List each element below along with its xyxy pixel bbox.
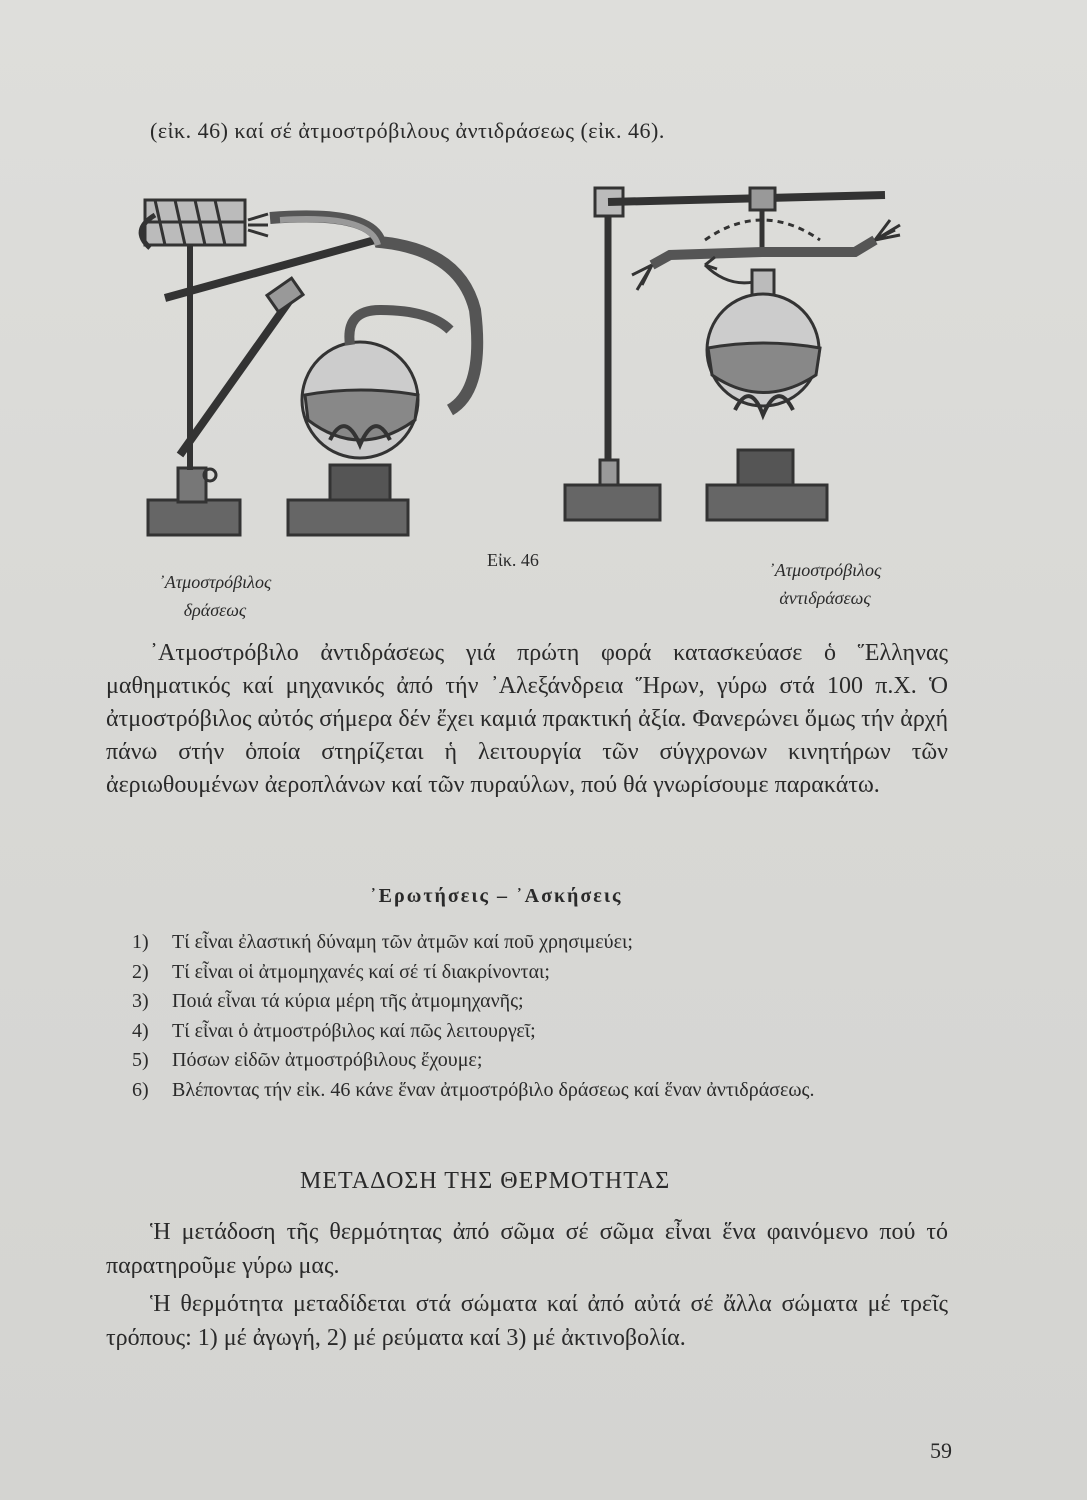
steam-turbine-illustration (130, 170, 930, 550)
question-item (132, 987, 932, 1017)
question-item (132, 1046, 932, 1076)
question-text: Ποιά εἶναι τά κύρια μέρη τῆς ἀτμομηχανῆς; (172, 990, 524, 1012)
figure-right-label-line1: ᾿Ατμοστρόβιλος (768, 560, 882, 580)
question-item (132, 1076, 932, 1106)
question-text: Τί εἶναι οἱ ἀτμομηχανές καί σέ τί διακρίνονται; (172, 960, 550, 983)
question-item (132, 928, 932, 958)
figure-caption: Εἰκ. 46 (487, 550, 539, 570)
questions-title: ᾿Ερωτήσεις – ᾿Ασκήσεις (370, 885, 623, 907)
figure-right-label (745, 556, 905, 612)
question-item (132, 1017, 932, 1047)
intro-line: (εἰκ. 46) καί σέ ἀτμοστρόβιλους ἀντιδράσεως (εἰκ. 46). (150, 118, 665, 143)
question-text: Τί εἶναι ἐλαστική δύναμη τῶν ἀτμῶν καί ποῦ χρησιμεύει; (172, 931, 633, 953)
question-text: Τί εἶναι ὁ ἀτμοστρόβιλος καί πῶς λειτουργεῖ; (172, 1019, 536, 1042)
figure-left-label (140, 568, 290, 624)
page-number: 59 (930, 1438, 952, 1463)
question-number: 4) (132, 1019, 149, 1042)
question-number: 3) (132, 990, 149, 1012)
body-paragraph: ᾿Ατμοστρόβιλο ἀντιδράσεως γιά πρώτη φορά κατασκεύασε ὁ Ἕλληνας μαθηματικός καί μηχανικός ἀπό τήν ᾿Αλεξάνδρεια Ἥρων, γύρω στά 100 π.Χ. Ὁ ἀτμοστρόβιλος αὐτός σήμερα δέν ἔχει καμιά πρακτική ἀξία. Φανερώνει ὅμως τήν ἀρχή πάνω στήν ὁποία στηρίζεται ἡ λειτουργία τῶν σύγχρονων κινητήρων τῶν ἀεριωθουμένων ἀεροπλάνων καί τῶν πυραύλων, πού θά γνωρίσουμε παρακάτω. (106, 640, 948, 798)
figure-right-label-line2: ἀντιδράσεως (779, 588, 871, 608)
questions-list (132, 928, 932, 1105)
question-item (132, 958, 932, 988)
section-title: ΜΕΤΑΔΟΣΗ ΤΗΣ ΘΕΡΜΟΤΗΤΑΣ (300, 1168, 671, 1194)
question-number: 1) (132, 931, 149, 953)
question-number: 6) (132, 1078, 149, 1101)
question-number: 2) (132, 960, 149, 983)
question-number: 5) (132, 1049, 149, 1071)
figure-left-label-line2: δράσεως (183, 600, 247, 620)
paragraph-heat-transfer: Ἡ μετάδοση τῆς θερμότητας ἀπό σῶμα σέ σῶμα εἶναι ἕνα φαινόμενο πού τό παρατηροῦμε γύρω μας. (106, 1219, 948, 1279)
figure-left-label-line1: ᾿Ατμοστρόβιλος (158, 572, 272, 592)
question-text: Βλέποντας τήν εἰκ. 46 κάνε ἕναν ἀτμοστρόβιλο δράσεως καί ἕναν ἀντιδράσεως. (172, 1078, 815, 1101)
paragraph-heat-methods: Ἡ θερμότητα μεταδίδεται στά σώματα καί ἀπό αὐτά σέ ἄλλα σώματα μέ τρεῖς τρόπους: 1) μέ ἀγωγή, 2) μέ ρεύματα καί 3) μέ ἀκτινοβολία. (106, 1291, 948, 1351)
question-text: Πόσων εἰδῶν ἀτμοστρόβιλους ἔχουμε; (172, 1049, 483, 1071)
